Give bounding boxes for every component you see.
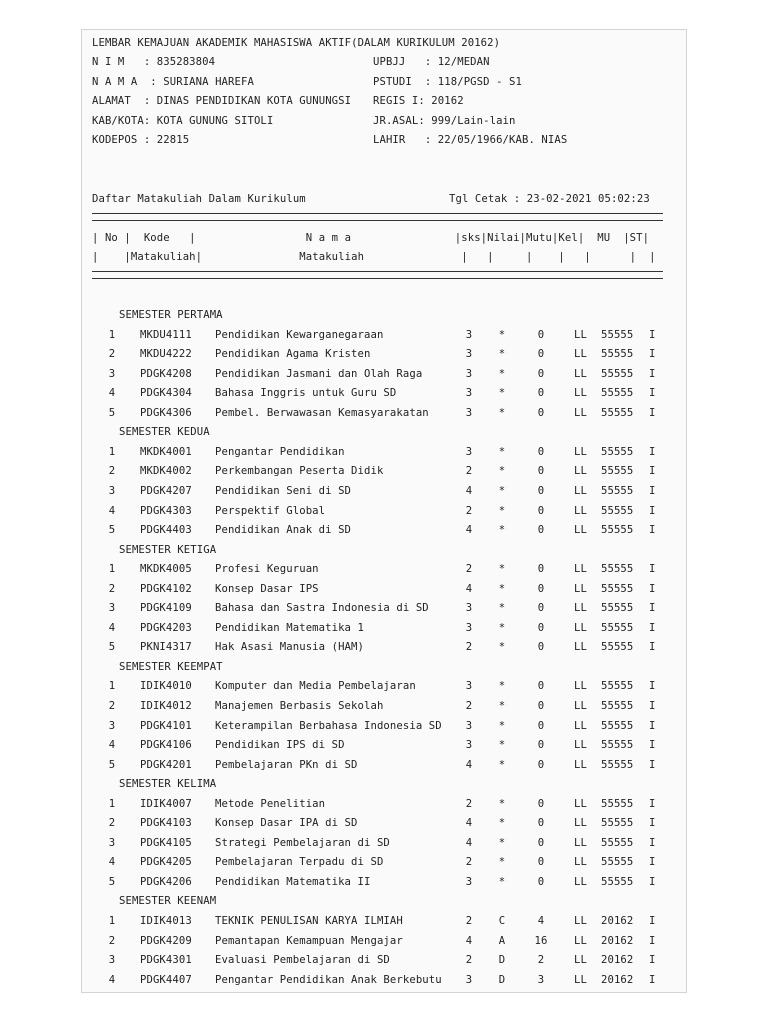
city-field: KAB/KOTA: KOTA GUNUNG SITOLI (92, 115, 274, 127)
course-sks: 3 (465, 407, 473, 419)
course-name: Konsep Dasar IPA di SD (215, 817, 358, 829)
course-quality-points: 0 (537, 583, 545, 595)
course-name: Pendidikan Matematika 1 (215, 622, 364, 634)
course-sks: 2 (465, 465, 473, 477)
course-group: LL (574, 348, 587, 360)
course-number: 2 (108, 817, 116, 829)
semester-heading: SEMESTER KELIMA (119, 778, 217, 790)
course-group: LL (574, 837, 587, 849)
course-status: I (649, 974, 656, 986)
course-group: LL (574, 759, 587, 771)
course-group: LL (574, 739, 587, 751)
course-code: PDGK4407 (140, 974, 192, 986)
course-number: 5 (108, 876, 116, 888)
course-grade: * (498, 465, 506, 477)
course-status: I (649, 641, 656, 653)
course-number: 3 (108, 954, 116, 966)
course-code: PDGK4106 (140, 739, 192, 751)
course-code: PDGK4306 (140, 407, 192, 419)
course-quality-points: 0 (537, 720, 545, 732)
course-group: LL (574, 368, 587, 380)
course-code: PDGK4209 (140, 935, 192, 947)
course-quality-points: 0 (537, 602, 545, 614)
course-number: 1 (108, 329, 116, 341)
course-number: 1 (108, 798, 116, 810)
postal-code-field: KODEPOS : 22815 (92, 134, 190, 146)
course-sks: 4 (465, 837, 473, 849)
course-status: I (649, 876, 656, 888)
course-quality-points: 0 (537, 622, 545, 634)
course-quality-points: 3 (537, 974, 545, 986)
course-period: 55555 (601, 583, 634, 595)
course-period: 55555 (601, 817, 634, 829)
course-code: PDGK4303 (140, 505, 192, 517)
course-quality-points: 0 (537, 817, 545, 829)
course-name: Pendidikan Agama Kristen (215, 348, 371, 360)
course-sks: 3 (465, 739, 473, 751)
course-status: I (649, 387, 656, 399)
course-number: 1 (108, 446, 116, 458)
course-status: I (649, 485, 656, 497)
course-number: 2 (108, 465, 116, 477)
course-number: 3 (108, 837, 116, 849)
course-name: Pendidikan Kewarganegaraan (215, 329, 384, 341)
course-sks: 3 (465, 876, 473, 888)
course-grade: * (498, 856, 506, 868)
course-name: Bahasa Inggris untuk Guru SD (215, 387, 397, 399)
course-status: I (649, 348, 656, 360)
course-sks: 4 (465, 817, 473, 829)
course-number: 5 (108, 524, 116, 536)
course-number: 4 (108, 974, 116, 986)
course-quality-points: 0 (537, 641, 545, 653)
course-status: I (649, 798, 656, 810)
course-code: MKDK4002 (140, 465, 192, 477)
course-grade: C (498, 915, 506, 927)
course-group: LL (574, 680, 587, 692)
course-code: PDGK4103 (140, 817, 192, 829)
course-sks: 3 (465, 680, 473, 692)
table-header-line-2: | |Matakuliah| Matakuliah | | | | | | | (92, 251, 656, 263)
course-status: I (649, 700, 656, 712)
course-period: 55555 (601, 759, 634, 771)
course-grade: * (498, 329, 506, 341)
course-quality-points: 0 (537, 505, 545, 517)
course-group: LL (574, 915, 587, 927)
origin-field: JR.ASAL: 999/Lain-lain (373, 115, 516, 127)
course-code: MKDU4111 (140, 329, 192, 341)
course-period: 20162 (601, 935, 634, 947)
course-sks: 3 (465, 387, 473, 399)
course-sks: 2 (465, 798, 473, 810)
course-status: I (649, 856, 656, 868)
registration-field: REGIS I: 20162 (373, 95, 464, 107)
course-grade: * (498, 837, 506, 849)
course-name: Pendidikan Seni di SD (215, 485, 352, 497)
course-quality-points: 0 (537, 563, 545, 575)
course-quality-points: 2 (537, 954, 545, 966)
course-quality-points: 0 (537, 856, 545, 868)
course-status: I (649, 680, 656, 692)
course-name: Strategi Pembelajaran di SD (215, 837, 390, 849)
course-code: PDGK4102 (140, 583, 192, 595)
course-code: PKNI4317 (140, 641, 192, 653)
course-group: LL (574, 876, 587, 888)
course-group: LL (574, 856, 587, 868)
course-period: 55555 (601, 641, 634, 653)
course-code: PDGK4208 (140, 368, 192, 380)
course-name: Pengantar Pendidikan (215, 446, 345, 458)
course-period: 55555 (601, 876, 634, 888)
course-quality-points: 0 (537, 387, 545, 399)
course-sks: 3 (465, 974, 473, 986)
course-group: LL (574, 817, 587, 829)
course-period: 55555 (601, 856, 634, 868)
course-number: 1 (108, 680, 116, 692)
semester-heading: SEMESTER KEENAM (119, 895, 217, 907)
course-name: Pemantapan Kemampuan Mengajar (215, 935, 403, 947)
course-period: 20162 (601, 915, 634, 927)
course-sks: 3 (465, 602, 473, 614)
course-period: 55555 (601, 720, 634, 732)
course-name: Profesi Keguruan (215, 563, 319, 575)
course-sks: 2 (465, 915, 473, 927)
course-period: 55555 (601, 680, 634, 692)
course-grade: * (498, 524, 506, 536)
course-group: LL (574, 974, 587, 986)
course-sks: 2 (465, 505, 473, 517)
course-quality-points: 0 (537, 876, 545, 888)
study-program-field: PSTUDI : 118/PGSD - S1 (373, 76, 522, 88)
course-quality-points: 0 (537, 465, 545, 477)
name-field: N A M A : SURIANA HAREFA (92, 76, 254, 88)
course-status: I (649, 720, 656, 732)
course-group: LL (574, 505, 587, 517)
course-code: PDGK4101 (140, 720, 192, 732)
course-number: 2 (108, 583, 116, 595)
course-group: LL (574, 622, 587, 634)
course-grade: D (498, 974, 506, 986)
semester-heading: SEMESTER KEEMPAT (119, 661, 223, 673)
course-quality-points: 0 (537, 837, 545, 849)
course-status: I (649, 915, 656, 927)
course-name: Komputer dan Media Pembelajaran (215, 680, 416, 692)
course-code: PDGK4201 (140, 759, 192, 771)
course-code: IDIK4013 (140, 915, 192, 927)
course-grade: * (498, 622, 506, 634)
course-sks: 3 (465, 348, 473, 360)
course-period: 55555 (601, 348, 634, 360)
course-name: Pendidikan Matematika II (215, 876, 371, 888)
course-name: Pendidikan Anak di SD (215, 524, 352, 536)
course-group: LL (574, 563, 587, 575)
course-sks: 2 (465, 954, 473, 966)
course-quality-points: 0 (537, 798, 545, 810)
table-header-line-1: | No | Kode | N a m a |sks|Nilai|Mutu|Kel| MU |ST| (92, 232, 650, 244)
course-status: I (649, 602, 656, 614)
course-period: 55555 (601, 387, 634, 399)
course-period: 55555 (601, 622, 634, 634)
course-sks: 2 (465, 641, 473, 653)
course-list-title: Daftar Matakuliah Dalam Kurikulum (92, 193, 306, 205)
address-field: ALAMAT : DINAS PENDIDIKAN KOTA GUNUNGSI (92, 95, 352, 107)
course-sks: 4 (465, 524, 473, 536)
course-period: 55555 (601, 837, 634, 849)
course-number: 1 (108, 915, 116, 927)
course-code: PDGK4403 (140, 524, 192, 536)
course-number: 4 (108, 739, 116, 751)
course-period: 55555 (601, 446, 634, 458)
course-code: PDGK4109 (140, 602, 192, 614)
birth-field: LAHIR : 22/05/1966/KAB. NIAS (373, 134, 568, 146)
course-grade: * (498, 798, 506, 810)
course-code: PDGK4105 (140, 837, 192, 849)
course-sks: 4 (465, 583, 473, 595)
course-name: Perspektif Global (215, 505, 326, 517)
course-status: I (649, 563, 656, 575)
course-sks: 4 (465, 759, 473, 771)
course-period: 20162 (601, 954, 634, 966)
course-quality-points: 0 (537, 368, 545, 380)
course-number: 3 (108, 368, 116, 380)
course-group: LL (574, 954, 587, 966)
course-status: I (649, 407, 656, 419)
course-code: IDIK4010 (140, 680, 192, 692)
course-grade: * (498, 446, 506, 458)
course-grade: * (498, 348, 506, 360)
course-group: LL (574, 935, 587, 947)
course-code: IDIK4007 (140, 798, 192, 810)
separator-double-line (92, 213, 663, 221)
course-period: 55555 (601, 524, 634, 536)
course-name: Pendidikan Jasmani dan Olah Raga (215, 368, 423, 380)
course-quality-points: 0 (537, 739, 545, 751)
course-number: 4 (108, 505, 116, 517)
course-quality-points: 0 (537, 524, 545, 536)
course-sks: 4 (465, 485, 473, 497)
print-date: Tgl Cetak : 23-02-2021 05:02:23 (449, 193, 650, 205)
upbjj-field: UPBJJ : 12/MEDAN (373, 56, 490, 68)
course-status: I (649, 368, 656, 380)
course-number: 4 (108, 622, 116, 634)
course-name: Keterampilan Berbahasa Indonesia SD (215, 720, 442, 732)
course-code: IDIK4012 (140, 700, 192, 712)
course-period: 55555 (601, 329, 634, 341)
course-period: 55555 (601, 407, 634, 419)
course-sks: 3 (465, 720, 473, 732)
course-grade: D (498, 954, 506, 966)
course-code: MKDK4001 (140, 446, 192, 458)
course-group: LL (574, 700, 587, 712)
semester-heading: SEMESTER PERTAMA (119, 309, 223, 321)
course-group: LL (574, 641, 587, 653)
course-code: PDGK4206 (140, 876, 192, 888)
course-grade: * (498, 720, 506, 732)
course-status: I (649, 622, 656, 634)
course-number: 5 (108, 407, 116, 419)
course-quality-points: 0 (537, 759, 545, 771)
course-sks: 3 (465, 329, 473, 341)
course-period: 55555 (601, 739, 634, 751)
course-grade: * (498, 505, 506, 517)
course-sks: 3 (465, 622, 473, 634)
course-group: LL (574, 798, 587, 810)
course-group: LL (574, 720, 587, 732)
course-group: LL (574, 485, 587, 497)
course-quality-points: 0 (537, 680, 545, 692)
course-name: TEKNIK PENULISAN KARYA ILMIAH (215, 915, 403, 927)
course-group: LL (574, 329, 587, 341)
course-group: LL (574, 387, 587, 399)
nim-field: N I M : 835283804 (92, 56, 216, 68)
course-name: Hak Asasi Manusia (HAM) (215, 641, 364, 653)
course-quality-points: 0 (537, 485, 545, 497)
course-name: Pembelajaran Terpadu di SD (215, 856, 384, 868)
course-number: 4 (108, 856, 116, 868)
course-grade: A (498, 935, 506, 947)
course-status: I (649, 465, 656, 477)
course-name: Manajemen Berbasis Sekolah (215, 700, 384, 712)
course-grade: * (498, 641, 506, 653)
course-grade: * (498, 817, 506, 829)
course-status: I (649, 583, 656, 595)
course-name: Pengantar Pendidikan Anak Berkebutu (215, 974, 442, 986)
course-name: Pembel. Berwawasan Kemasyarakatan (215, 407, 429, 419)
course-quality-points: 0 (537, 329, 545, 341)
course-name: Evaluasi Pembelajaran di SD (215, 954, 390, 966)
semester-heading: SEMESTER KETIGA (119, 544, 217, 556)
course-number: 5 (108, 759, 116, 771)
course-group: LL (574, 465, 587, 477)
course-status: I (649, 446, 656, 458)
course-name: Perkembangan Peserta Didik (215, 465, 384, 477)
course-name: Metode Penelitian (215, 798, 326, 810)
course-code: PDGK4203 (140, 622, 192, 634)
course-sks: 4 (465, 935, 473, 947)
course-grade: * (498, 583, 506, 595)
course-grade: * (498, 602, 506, 614)
course-grade: * (498, 739, 506, 751)
academic-progress-document (81, 29, 687, 993)
course-sks: 2 (465, 856, 473, 868)
course-period: 55555 (601, 700, 634, 712)
course-grade: * (498, 876, 506, 888)
course-period: 55555 (601, 505, 634, 517)
separator-double-line (92, 271, 663, 279)
course-quality-points: 16 (534, 935, 548, 947)
course-code: PDGK4205 (140, 856, 192, 868)
course-status: I (649, 817, 656, 829)
course-status: I (649, 505, 656, 517)
course-code: PDGK4207 (140, 485, 192, 497)
course-name: Konsep Dasar IPS (215, 583, 319, 595)
course-period: 20162 (601, 974, 634, 986)
semester-heading: SEMESTER KEDUA (119, 426, 210, 438)
course-grade: * (498, 700, 506, 712)
course-number: 2 (108, 935, 116, 947)
course-code: PDGK4304 (140, 387, 192, 399)
course-number: 2 (108, 348, 116, 360)
course-sks: 3 (465, 446, 473, 458)
course-group: LL (574, 524, 587, 536)
course-status: I (649, 329, 656, 341)
course-period: 55555 (601, 798, 634, 810)
course-name: Pembelajaran PKn di SD (215, 759, 358, 771)
course-quality-points: 0 (537, 407, 545, 419)
course-number: 5 (108, 641, 116, 653)
course-period: 55555 (601, 602, 634, 614)
course-status: I (649, 837, 656, 849)
course-sks: 3 (465, 368, 473, 380)
course-status: I (649, 954, 656, 966)
course-name: Bahasa dan Sastra Indonesia di SD (215, 602, 429, 614)
course-code: PDGK4301 (140, 954, 192, 966)
course-number: 2 (108, 700, 116, 712)
course-status: I (649, 759, 656, 771)
course-sks: 2 (465, 563, 473, 575)
course-quality-points: 4 (537, 915, 545, 927)
course-quality-points: 0 (537, 348, 545, 360)
course-name: Pendidikan IPS di SD (215, 739, 345, 751)
course-number: 3 (108, 602, 116, 614)
course-status: I (649, 739, 656, 751)
course-grade: * (498, 759, 506, 771)
course-group: LL (574, 446, 587, 458)
course-code: MKDK4005 (140, 563, 192, 575)
course-status: I (649, 935, 656, 947)
course-period: 55555 (601, 563, 634, 575)
course-grade: * (498, 563, 506, 575)
course-grade: * (498, 368, 506, 380)
course-group: LL (574, 583, 587, 595)
course-group: LL (574, 407, 587, 419)
course-quality-points: 0 (537, 700, 545, 712)
course-grade: * (498, 407, 506, 419)
course-number: 3 (108, 485, 116, 497)
course-period: 55555 (601, 485, 634, 497)
course-number: 1 (108, 563, 116, 575)
course-group: LL (574, 602, 587, 614)
course-number: 4 (108, 387, 116, 399)
course-sks: 2 (465, 700, 473, 712)
course-status: I (649, 524, 656, 536)
course-grade: * (498, 387, 506, 399)
course-code: MKDU4222 (140, 348, 192, 360)
course-period: 55555 (601, 465, 634, 477)
document-title: LEMBAR KEMAJUAN AKADEMIK MAHASISWA AKTIF(DALAM KURIKULUM 20162) (92, 37, 501, 49)
course-grade: * (498, 680, 506, 692)
course-grade: * (498, 485, 506, 497)
course-number: 3 (108, 720, 116, 732)
course-quality-points: 0 (537, 446, 545, 458)
course-period: 55555 (601, 368, 634, 380)
